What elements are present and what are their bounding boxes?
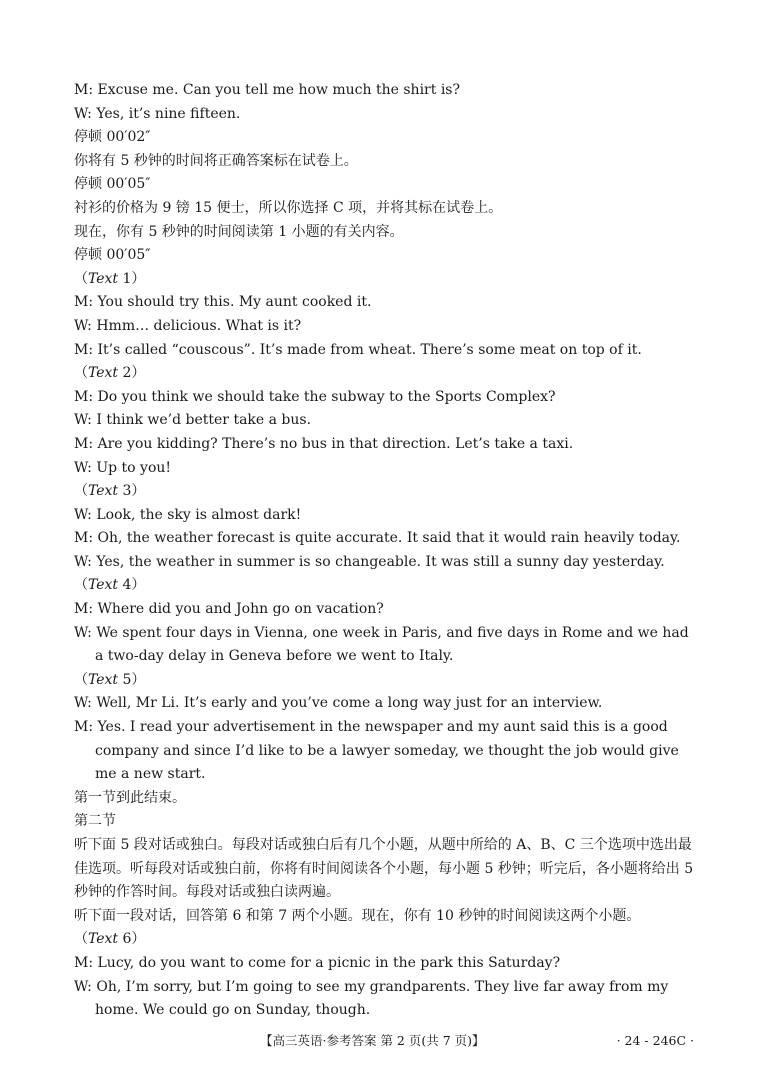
- bracket-open: （: [74, 577, 88, 594]
- transcript-line: W: Oh, I’m sorry, but I’m going to see my grandparents. They live far away from my home. We could go on Sunday, though.: [74, 978, 669, 1019]
- text-number: 6: [118, 931, 132, 948]
- bracket-close: ）: [131, 671, 146, 688]
- transcript-line: W: Yes, it’s nine fifteen.: [74, 105, 241, 122]
- bracket-open: （: [74, 270, 88, 287]
- text-word: Text: [88, 365, 119, 382]
- transcript-line: M: Oh, the weather forecast is quite accurate. It said that it would rain heavily today.: [74, 530, 681, 547]
- bracket-close: ）: [131, 483, 146, 500]
- transcript-line: M: Do you think we should take the subway to the Sports Complex?: [74, 388, 556, 405]
- transcript-line: 衬衫的价格为 9 镑 15 便士，所以你选择 C 项，并将其标在试卷上。: [74, 199, 503, 216]
- transcript-line: W: Hmm… delicious. What is it?: [74, 317, 302, 334]
- text-word: Text: [88, 270, 119, 287]
- transcript-line: 停顿 00′02″: [74, 129, 151, 146]
- bracket-close: ）: [131, 577, 146, 594]
- text-number: 5: [118, 671, 132, 688]
- transcript-line: M: Lucy, do you want to come for a picnic in the park this Saturday?: [74, 954, 561, 971]
- bracket-close: ）: [131, 270, 146, 287]
- transcript-line: 听下面一段对话，回答第 6 和第 7 两个小题。现在，你有 10 秒钟的时间阅读这两个小题。: [74, 907, 641, 924]
- text-word: Text: [88, 671, 119, 688]
- document-body: [74, 79, 696, 1023]
- instruction-paragraph: 听下面 5 段对话或独白。每段对话或独白后有几个小题，从题中所给的 A、B、C 三个选项中选出最佳选项。听每段对话或独白前，你将有时间阅读各个小题，每小题 5 秒钟；听完后，各小题将给出 5 秒钟的作答时间。每段对话或独白读两遍。: [74, 837, 694, 901]
- bracket-open: （: [74, 671, 88, 688]
- footer-title: 【高三英语·参考答案 第 2 页(共 7 页)】: [260, 1033, 485, 1048]
- transcript-line: W: We spent four days in Vienna, one week in Paris, and five days in Rome and we had a two-day delay in Geneva before we went to Italy.: [74, 624, 689, 665]
- bracket-open: （: [74, 365, 88, 382]
- bracket-open: （: [74, 483, 88, 500]
- transcript-line: M: It’s called “couscous”. It’s made from wheat. There’s some meat on top of it.: [74, 341, 642, 358]
- bracket-close: ）: [131, 365, 146, 382]
- transcript-line: M: Where did you and John go on vacation?: [74, 601, 384, 618]
- transcript-line: 第二节: [74, 813, 116, 830]
- transcript-line: 现在，你有 5 秒钟的时间阅读第 1 小题的有关内容。: [74, 223, 404, 240]
- text-section-label: [74, 362, 696, 386]
- transcript-line: W: Look, the sky is almost dark!: [74, 506, 302, 523]
- text-section-label: [74, 480, 696, 504]
- transcript-line: M: Are you kidding? There’s no bus in that direction. Let’s take a taxi.: [74, 435, 574, 452]
- transcript-line: 第一节到此结束。: [74, 789, 186, 806]
- text-section-label: [74, 574, 696, 598]
- text-number: 1: [118, 270, 132, 287]
- text-section-label: [74, 268, 696, 292]
- text-word: Text: [88, 577, 119, 594]
- text-number: 3: [118, 483, 132, 500]
- bracket-open: （: [74, 931, 88, 948]
- transcript-line: W: Up to you!: [74, 459, 172, 476]
- transcript-line: 你将有 5 秒钟的时间将正确答案标在试卷上。: [74, 152, 358, 169]
- bracket-close: ）: [131, 931, 146, 948]
- transcript-line: W: Yes, the weather in summer is so changeable. It was still a sunny day yesterday.: [74, 553, 665, 570]
- text-word: Text: [88, 931, 119, 948]
- transcript-line: M: You should try this. My aunt cooked it.: [74, 294, 372, 311]
- transcript-line: W: Well, Mr Li. It’s early and you’ve come a long way just for an interview.: [74, 695, 603, 712]
- transcript-line: 停顿 00′05″: [74, 247, 151, 264]
- transcript-line: W: I think we’d better take a bus.: [74, 412, 312, 429]
- text-section-label: [74, 928, 696, 952]
- text-section-label: [74, 669, 696, 693]
- footer-code: · 24 - 246C ·: [616, 1033, 694, 1048]
- text-number: 2: [118, 365, 132, 382]
- transcript-line: M: Excuse me. Can you tell me how much the shirt is?: [74, 82, 460, 98]
- text-word: Text: [88, 483, 119, 500]
- transcript-line: M: Yes. I read your advertisement in the newspaper and my aunt said this is a good company and since I’d like to be a lawyer someday, we thought the job would give me a new start.: [74, 719, 679, 783]
- text-number: 4: [118, 577, 132, 594]
- transcript-line: 停顿 00′05″: [74, 176, 151, 193]
